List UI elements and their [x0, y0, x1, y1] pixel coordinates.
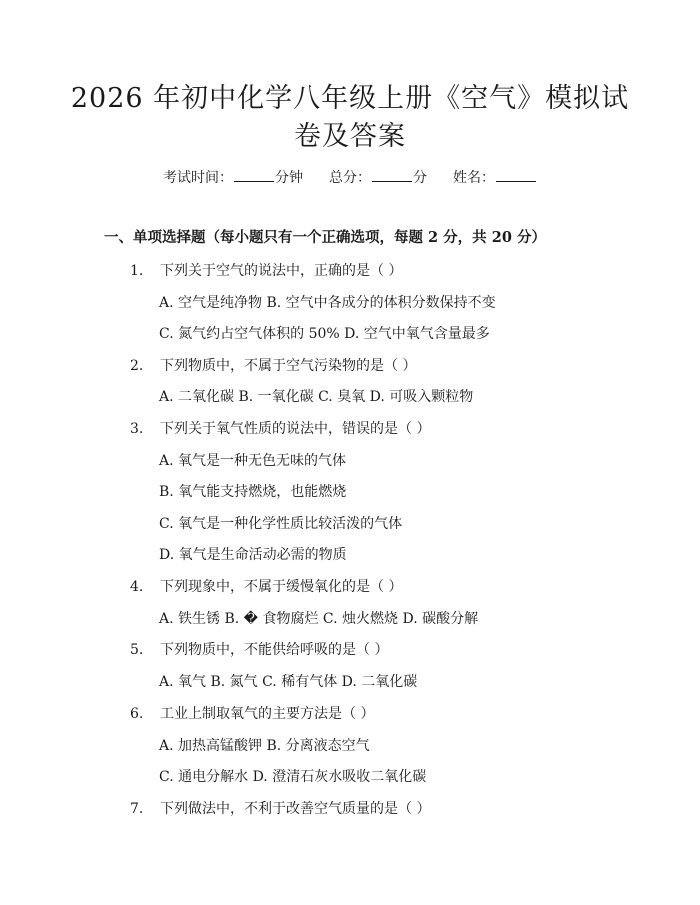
question-options: C. 通电分解水 D. 澄清石灰水吸收二氧化碳 — [159, 769, 427, 785]
time-unit: 分钟 — [275, 170, 303, 186]
score-field — [329, 168, 427, 188]
time-blank — [234, 169, 274, 182]
question-text: 下列物质中，不能供给呼吸的是（ ） — [160, 642, 389, 658]
question-options: A. 铁生锈 B. � 食物腐烂 C. 烛火燃烧 D. 碳酸分解 — [159, 611, 479, 627]
question-options: A. 空气是纯净物 B. 空气中各成分的体积分数保持不变 — [159, 295, 496, 311]
score-label: 总分： — [329, 170, 371, 186]
question-number: 2. — [130, 358, 144, 374]
score-blank — [372, 169, 412, 182]
question-options: A. 氧气 B. 氮气 C. 稀有气体 D. 二氧化碳 — [159, 674, 418, 690]
question-text: 工业上制取氧气的主要方法是（ ） — [160, 706, 375, 722]
exam-info-line — [0, 168, 700, 188]
question-text: 下列关于氧气性质的说法中，错误的是（ ） — [160, 421, 431, 437]
question-text: 下列关于空气的说法中，正确的是（ ） — [160, 263, 403, 279]
name-field — [453, 168, 537, 188]
page-title: 2026 年初中化学八年级上册《空气》模拟试 — [70, 83, 630, 114]
question-options: B. 氧气能支持燃烧，也能燃烧 — [159, 484, 347, 500]
question-options: A. 氧气是一种无色无味的气体 — [159, 453, 347, 469]
question-number: 3. — [130, 421, 144, 437]
page-title-continued: 卷及答案 — [294, 121, 406, 152]
question-options: A. 二氧化碳 B. 一氧化碳 C. 臭氧 D. 可吸入颗粒物 — [159, 389, 474, 405]
name-label: 姓名： — [453, 170, 495, 186]
score-unit: 分 — [413, 170, 427, 186]
question-number: 6. — [130, 706, 144, 722]
question-text: 下列做法中，不利于改善空气质量的是（ ） — [160, 801, 431, 817]
question-options: C. 氮气约占空气体积的 50% D. 空气中氧气含量最多 — [159, 326, 490, 342]
name-blank — [496, 169, 536, 182]
question-number: 4. — [130, 579, 144, 595]
question-number: 7. — [130, 801, 144, 817]
section-heading: 一、单项选择题（每小题只有一个正确选项，每题 2 分，共 20 分） — [104, 229, 546, 246]
time-field — [163, 168, 303, 188]
question-options: D. 氧气是生命活动必需的物质 — [159, 547, 347, 563]
time-label: 考试时间： — [163, 170, 233, 186]
question-options: C. 氧气是一种化学性质比较活泼的气体 — [159, 516, 403, 532]
question-number: 5. — [130, 642, 144, 658]
question-options: A. 加热高锰酸钾 B. 分离液态空气 — [159, 738, 370, 754]
question-text: 下列物质中，不属于空气污染物的是（ ） — [160, 358, 417, 374]
question-number: 1. — [130, 263, 144, 279]
question-text: 下列现象中，不属于缓慢氧化的是（ ） — [160, 579, 403, 595]
